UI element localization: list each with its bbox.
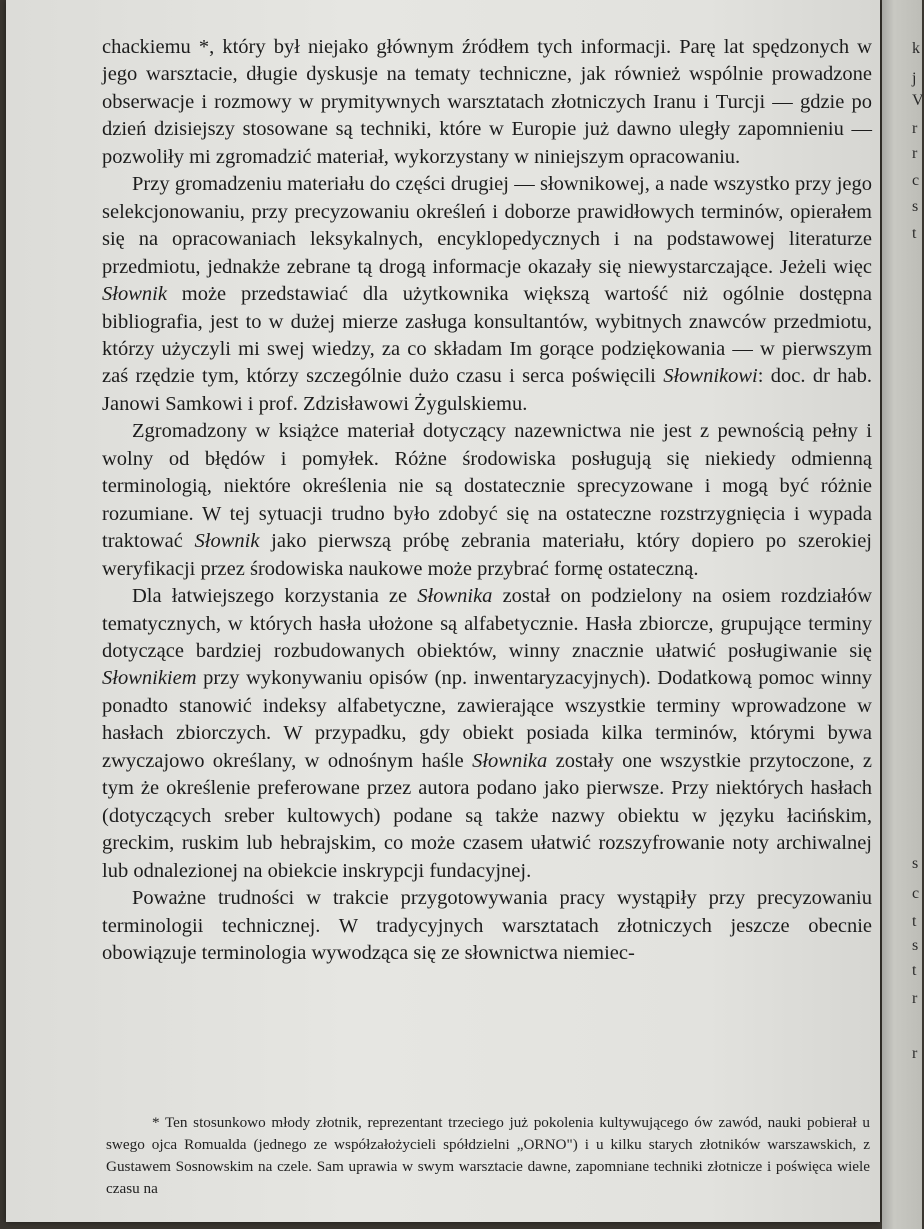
adjacent-page-edge [882, 0, 922, 1229]
paragraph-4-part-a: Dla łatwiejszego korzystania ze [132, 585, 418, 608]
adjacent-page-letter: t [912, 962, 917, 979]
adjacent-page-letter: s [912, 937, 919, 954]
paragraph-1-text: chackiemu *, który był niejako głównym źródłem tych informacji. Parę lat spędzonych w jego warsztacie, długie dyskusje na tematy techniczne, jak również wspólnie prowadzone obserwacje i rozmowy w prymitywnych warsztatach złotniczych Iranu i Turcji — gdzie po dzień dzisiejszy stosowane są techniki, które w Europie już dawno uległy zapomnieniu — pozwoliły mi zgromadzić materiał, wykorzystany w niniejszym opracowaniu. [102, 36, 872, 168]
adjacent-page-letter: r [912, 990, 918, 1007]
adjacent-page-letter: s [912, 855, 919, 872]
paragraph-4-italic-f: Słownika [472, 749, 548, 772]
paragraph-4-part-c: został on podzielony na osiem rozdziałów tematycznych, w których hasła ułożone są alfabetycznie. Hasła zbiorcze, grupujące terminy dotyczące bardziej rozbudowanych obiektów, winny znacznie ułatwić posługiwanie się [102, 585, 872, 662]
main-text [102, 34, 872, 967]
paragraph-2-part-e: : doc. dr hab. Janowi Samkowi i prof. Zdzisławowi Żygulskiemu. [102, 365, 872, 415]
paragraph-1 [102, 34, 872, 171]
book-page [6, 0, 880, 1222]
paragraph-3-part-c: jako pierwszą próbę zebrania materiału, który dopiero po szerokiej weryfikacji przez środowiska naukowe może przybrać formę ostateczną. [102, 530, 872, 580]
footnote-text: * Ten stosunkowo młody złotnik, reprezentant trzeciego już pokolenia kultywującego ów zawód, nauki pobierał u swego ojca Romualda (jednego ze współzałożycieli spółdzielni „ORNO") i u kilku starych złotników warszawskich, z Gustawem Sosnowskim na czele. Sam uprawia w swym warsztacie dawne, zapomniane techniki złotnicze i poświęca wiele czasu na [106, 1114, 870, 1197]
adjacent-page-letter: s [912, 198, 919, 215]
adjacent-page-letter: k [912, 40, 920, 57]
paragraph-2 [102, 171, 872, 418]
adjacent-page-letter: r [912, 145, 918, 162]
paragraph-4-part-e: przy wykonywaniu opisów (np. inwentaryzacyjnych). Dodatkową pomoc winny ponadto stanowić indeksy alfabetyczne, zawierające wszystkie terminy wprowadzone w hasłach zbiorczych. W przypadku, gdy obiekt posiada kilka terminów, którymi bywa zwyczajowo określany, w odnośnym haśle [102, 667, 872, 772]
paragraph-2-italic-d: Słownikowi [663, 365, 758, 388]
adjacent-page-letter: j [912, 70, 917, 87]
paragraph-5 [102, 885, 872, 967]
paragraph-5-text: Poważne trudności w trakcie przygotowywania pracy wystąpiły przy precyzowaniu terminologii technicznej. W tradycyjnych warsztatach złotniczych jeszcze obecnie obowiązuje terminologia wywodząca się ze słownictwa niemiec- [102, 887, 872, 964]
paragraph-2-part-c: może przedstawiać dla użytkownika większą wartość niż ogólnie dostępna bibliografia, jest to w dużej mierze zasługa konsultantów, wybitnych znawców przedmiotu, którzy użyczyli mi swej wiedzy, za co składam Im gorące podziękowania — w pierwszym zaś rzędzie tym, którzy szczególnie dużo czasu i serca poświęcili [102, 283, 872, 388]
adjacent-page-letter: r [912, 120, 918, 137]
adjacent-page-letter: V [912, 92, 924, 109]
adjacent-page-letter: r [912, 1045, 918, 1062]
paragraph-4 [102, 583, 872, 885]
paragraph-4-italic-b: Słownika [417, 585, 493, 608]
adjacent-page-letter: c [912, 172, 920, 189]
adjacent-page-letter: t [912, 913, 917, 930]
paragraph-4-part-g: zostały one wszystkie przytoczone, z tym że określenie preferowane przez autora podano jako pierwsze. Przy niektórych hasłach (dotyczących sreber kultowych) podane są także nazwy obiektu w języku łacińskim, greckim, ruskim lub hebrajskim, co może czasem ułatwić rozszyfrowanie noty archiwalnej lub odnalezionej na obiekcie inskrypcji fundacyjnej. [102, 749, 872, 882]
adjacent-page-letter: t [912, 225, 917, 242]
paragraph-2-part-a: Przy gromadzeniu materiału do części drugiej — słownikowej, a nade wszystko przy jego selekcjonowaniu, przy precyzowaniu określeń i doborze prawidłowych terminów, opierałem się na opracowaniach leksykalnych, encyklopedycznych i na podstawowej literaturze przedmiotu, jednakże zebrane tą drogą informacje okazały się niewystarczające. Jeżeli więc [102, 173, 872, 278]
paragraph-3-italic-b: Słownik [194, 530, 260, 553]
paragraph-4-italic-d: Słownikiem [102, 667, 197, 690]
footnote [106, 1112, 870, 1200]
paragraph-3 [102, 418, 872, 583]
paragraph-3-part-a: Zgromadzony w książce materiał dotyczący nazewnictwa nie jest z pewnością pełny i wolny od błędów i pomyłek. Różne środowiska posługują się niekiedy odmienną terminologią, niektóre określenia nie są dostatecznie sprecyzowane i mogą być różnie rozumiane. W tej sytuacji trudno było zdobyć się na ostateczne rozstrzygnięcia i wypada traktować [102, 420, 872, 553]
adjacent-page-letter: c [912, 885, 920, 902]
paragraph-2-italic-b: Słownik [102, 283, 167, 306]
